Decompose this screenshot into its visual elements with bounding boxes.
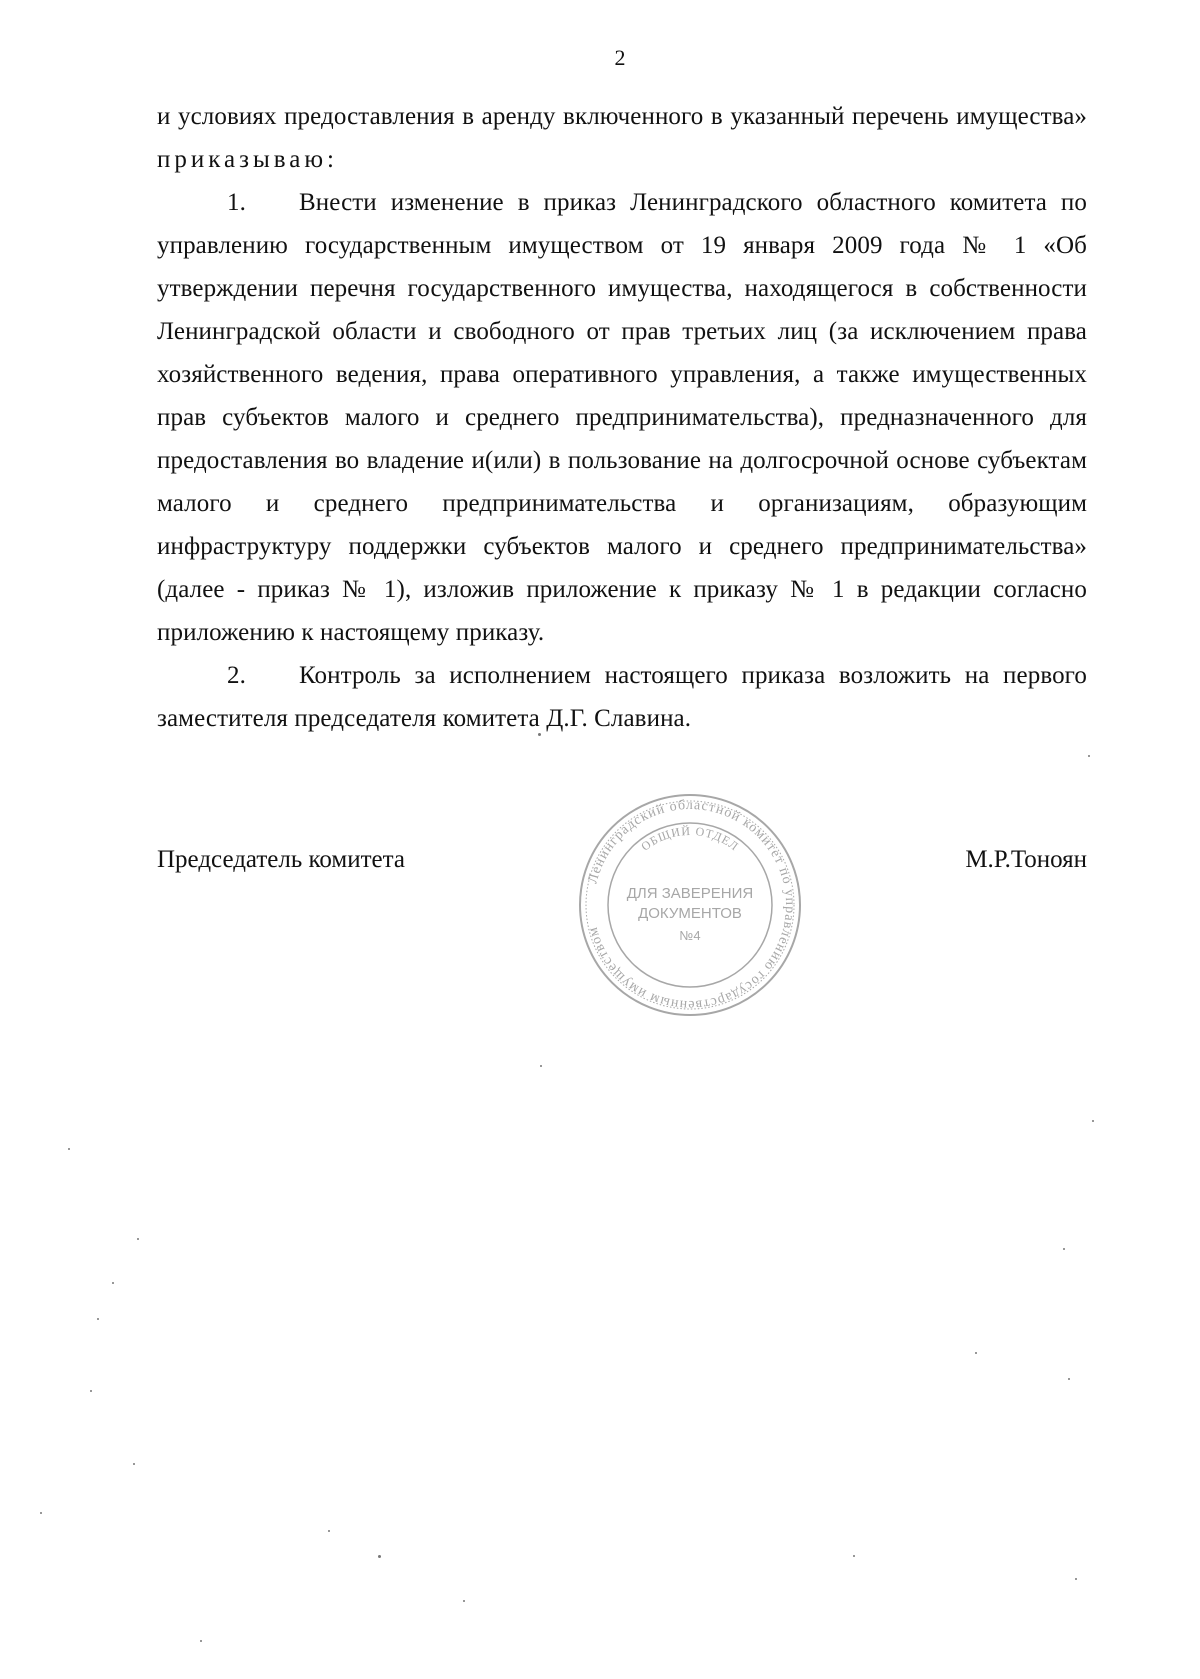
scan-speck: [378, 1555, 381, 1558]
stamp-center-line-2: ДОКУМЕНТОВ: [638, 905, 742, 922]
scan-speck: [1068, 1378, 1070, 1380]
scan-speck: [853, 1555, 855, 1557]
scan-speck: [538, 733, 541, 736]
scan-speck: [200, 1640, 202, 1642]
stamp-ink: [580, 795, 800, 1015]
scan-speck: [112, 1282, 114, 1284]
item-2-number: 2.: [227, 662, 246, 689]
scan-speck: [97, 1318, 99, 1320]
signatory-title: Председатель комитета: [157, 846, 405, 873]
item-1-number: 1.: [227, 189, 246, 216]
item-1-paragraph: [157, 181, 1087, 654]
scan-speck: [1092, 1120, 1094, 1122]
official-stamp: [575, 790, 805, 1020]
scan-speck: [463, 1600, 465, 1602]
stamp-outer-text: Ленинградский областной комитет по управлению государственным имуществом: [585, 797, 798, 1013]
scan-speck: [328, 1530, 330, 1532]
scan-speck: [1088, 755, 1090, 757]
command-word: приказываю: [157, 146, 328, 173]
scan-speck: [68, 1148, 70, 1150]
scan-speck: [1063, 1248, 1065, 1250]
stamp-center-line-1: ДЛЯ ЗАВЕРЕНИЯ: [626, 885, 754, 902]
page-number: 2: [614, 45, 626, 70]
item-2-paragraph: [157, 654, 1087, 740]
item-1-text: Внести изменение в приказ Ленинградского областного комитета по управлению государственным имуществом от 19 января 2009 года № 1 «Об утверждении перечня государственного имущества, находящегося в собственности Ленинградской области и свободного от прав третьих лиц (за исключением права хозяйственного ведения, права оперативного управления, а также имущественных прав субъектов малого и среднего предпринимательства), предназначенного для предоставления во владение и(или) в пользование на долгосрочной основе субъектам малого и среднего предпринимательства и организациям, образующим инфраструктуру поддержки субъектов малого и среднего предпринимательства» (далее - приказ № 1), изложив приложение к приказу № 1 в редакции согласно приложению к настоящему приказу.: [157, 189, 1087, 646]
scan-speck: [1075, 1578, 1077, 1580]
scan-speck: [40, 1512, 42, 1514]
scan-speck: [90, 1390, 92, 1392]
scan-speck: [975, 1352, 977, 1354]
command-suffix: :: [327, 146, 335, 173]
scan-speck: [540, 1065, 542, 1067]
document-body: [157, 95, 1087, 740]
scan-speck: [133, 1463, 135, 1465]
stamp-center-line-3: №4: [679, 928, 701, 943]
item-2-text: Контроль за исполнением настоящего приказа возложить на первого заместителя председателя комитета Д.Г. Славина.: [157, 662, 1087, 732]
stamp-inner-top-text: ОБЩИЙ ОТДЕЛ: [638, 823, 742, 854]
intro-text: и условиях предоставления в аренду включенного в указанный перечень имущества»: [157, 103, 1087, 130]
signatory-name: М.Р.Тоноян: [965, 846, 1087, 873]
intro-paragraph: [157, 95, 1087, 181]
scan-speck: [137, 1238, 139, 1240]
